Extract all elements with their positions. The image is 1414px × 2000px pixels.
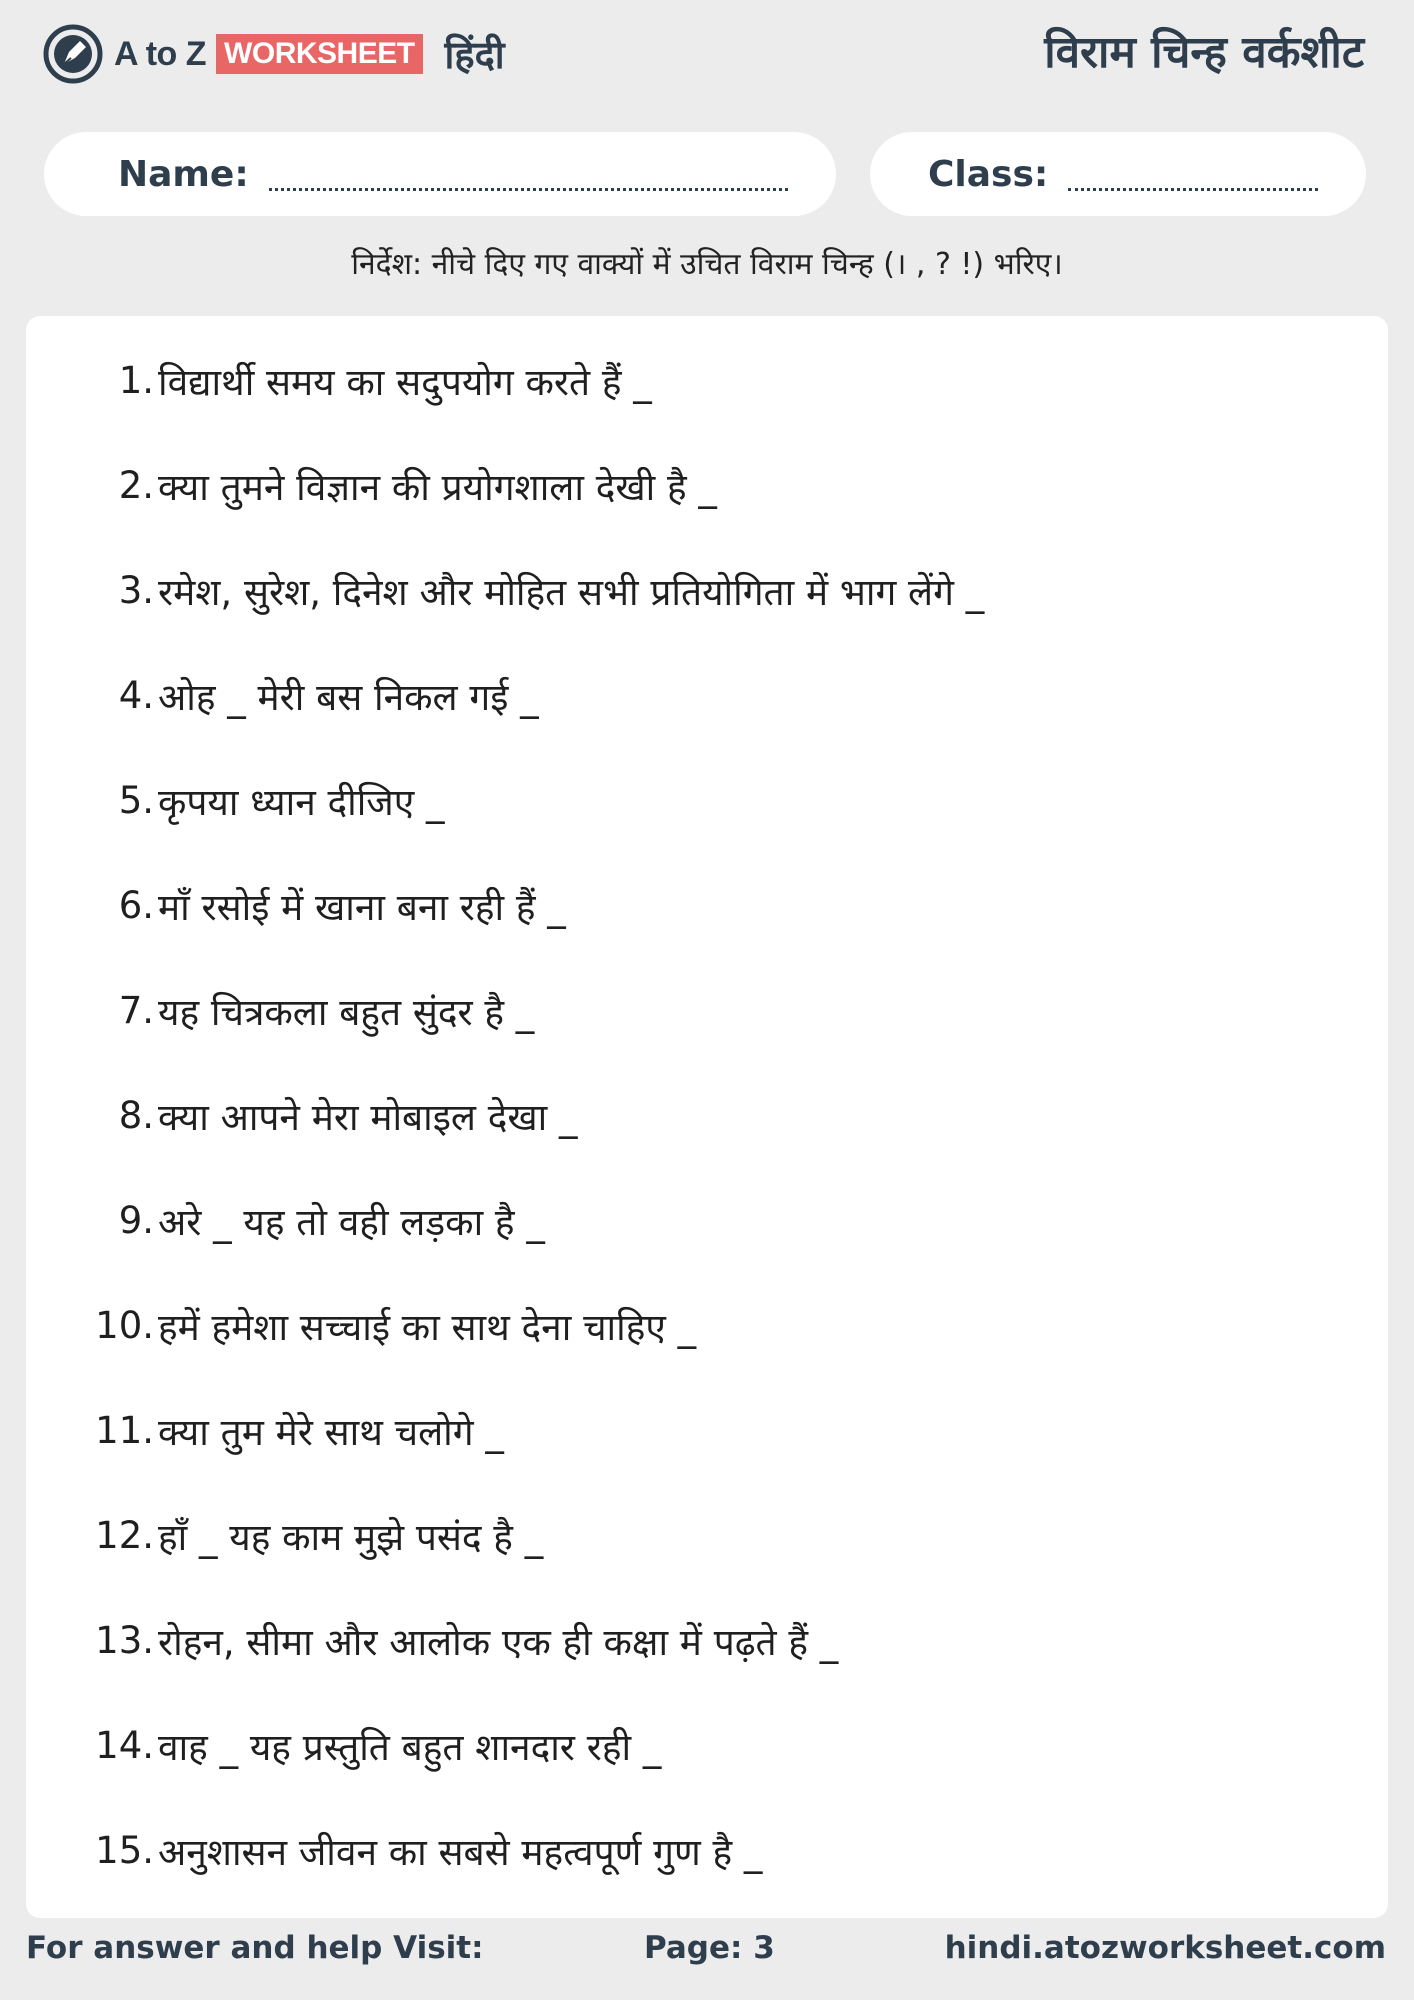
brand-worksheet-badge: WORKSHEET: [216, 34, 423, 74]
question-text: विद्यार्थी समय का सदुपयोग करते हैं _: [158, 360, 652, 404]
footer-help-text: For answer and help Visit:: [26, 1930, 484, 1966]
name-field[interactable]: [44, 132, 836, 216]
question-number: 4.: [118, 673, 154, 717]
question-row: [26, 1820, 762, 1880]
question-row: [26, 1295, 696, 1355]
question-number: 6.: [118, 883, 154, 927]
question-text: वाह _ यह प्रस्तुति बहुत शानदार रही _: [158, 1725, 662, 1769]
question-text: अरे _ यह तो वही लड़का है _: [158, 1200, 545, 1244]
question-text: क्या आपने मेरा मोबाइल देखा _: [158, 1095, 578, 1139]
name-label: Name:: [118, 153, 249, 195]
page-title: विराम चिन्ह वर्कशीट: [1044, 27, 1364, 78]
question-number: 2.: [118, 463, 154, 507]
question-row: [26, 665, 539, 725]
class-field[interactable]: [870, 132, 1366, 216]
question-row: [26, 560, 984, 620]
question-text: रोहन, सीमा और आलोक एक ही कक्षा में पढ़ते हैं _: [158, 1620, 839, 1664]
pen-nib-circle-icon: [42, 23, 104, 85]
question-text: क्या तुम मेरे साथ चलोगे _: [158, 1410, 504, 1454]
brand-hindi-text: हिंदी: [444, 32, 505, 77]
question-text: यह चित्रकला बहुत सुंदर है _: [158, 990, 535, 1034]
question-card: [26, 316, 1388, 1918]
footer-page-number: Page: 3: [644, 1930, 775, 1966]
footer-site-link[interactable]: hindi.atozworksheet.com: [944, 1930, 1386, 1966]
question-row: [26, 770, 444, 830]
question-number: 3.: [118, 568, 154, 612]
question-row: [26, 875, 566, 935]
question-text: रमेश, सुरेश, दिनेश और मोहित सभी प्रतियोगिता में भाग लेंगे _: [158, 570, 985, 614]
question-row: [26, 1085, 578, 1145]
question-row: [26, 1715, 661, 1775]
question-text: कृपया ध्यान दीजिए _: [158, 780, 445, 824]
class-label: Class:: [928, 153, 1049, 195]
instruction-text: निर्देश: नीचे दिए गए वाक्यों में उचित विराम चिन्ह (। , ? !) भरिए।: [351, 247, 1063, 282]
question-number: 9.: [118, 1198, 154, 1242]
question-number: 10.: [95, 1303, 154, 1347]
question-row: [26, 1400, 504, 1460]
question-number: 5.: [118, 778, 154, 822]
question-number: 11.: [95, 1408, 154, 1452]
question-number: 7.: [118, 988, 154, 1032]
question-text: ओह _ मेरी बस निकल गई _: [158, 675, 539, 719]
question-text: क्या तुमने विज्ञान की प्रयोगशाला देखी है _: [158, 465, 717, 509]
question-text: हमें हमेशा सच्चाई का साथ देना चाहिए _: [158, 1305, 697, 1349]
question-row: [26, 350, 652, 410]
class-writing-line[interactable]: [1068, 157, 1318, 191]
question-number: 1.: [118, 358, 154, 402]
question-row: [26, 980, 534, 1040]
question-row: [26, 1190, 545, 1250]
question-text: अनुशासन जीवन का सबसे महत्वपूर्ण गुण है _: [158, 1830, 763, 1874]
question-row: [26, 1610, 838, 1670]
question-number: 14.: [95, 1723, 154, 1767]
question-number: 8.: [118, 1093, 154, 1137]
question-text: माँ रसोई में खाना बना रही हैं _: [158, 885, 566, 929]
question-row: [26, 455, 717, 515]
question-number: 13.: [95, 1618, 154, 1662]
question-text: हाँ _ यह काम मुझे पसंद है _: [158, 1515, 544, 1559]
brand-logo-group: [42, 22, 505, 86]
question-row: [26, 1505, 543, 1565]
question-number: 15.: [95, 1828, 154, 1872]
question-number: 12.: [95, 1513, 154, 1557]
name-writing-line[interactable]: [269, 157, 788, 191]
brand-atoz-text: A to Z: [114, 34, 207, 73]
